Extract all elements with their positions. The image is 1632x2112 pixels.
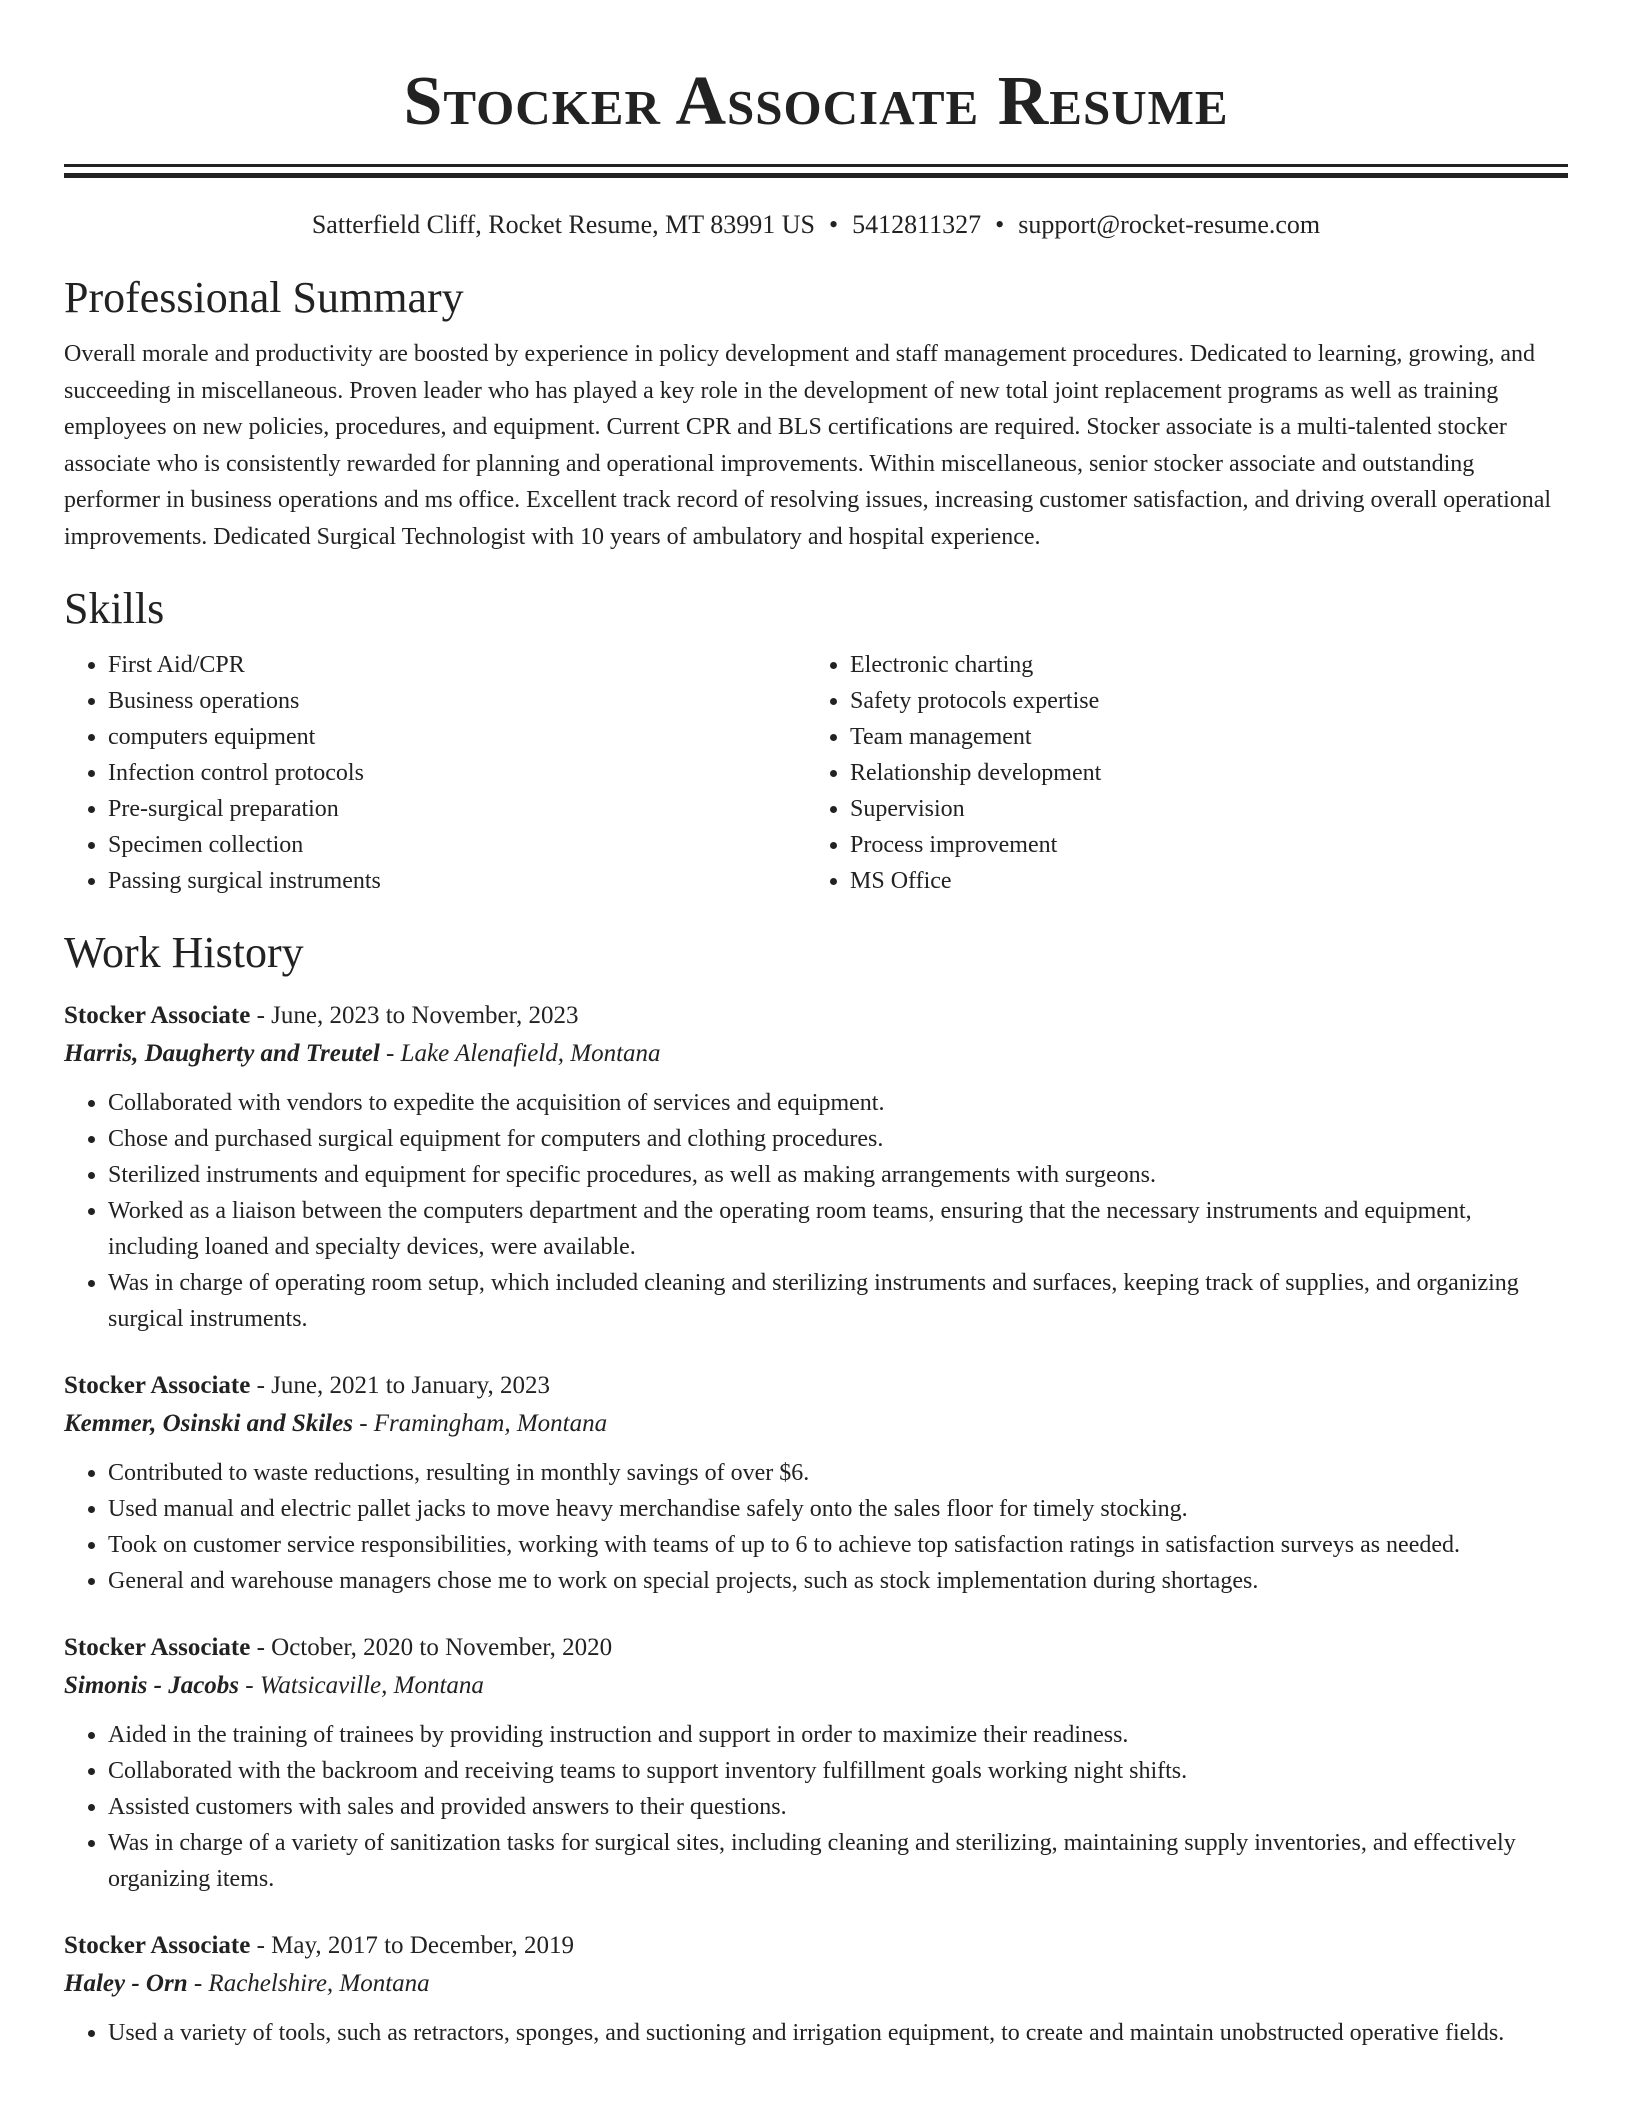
job-entry [64, 997, 1568, 1337]
job-location: - Lake Alenafield, Montana [379, 1040, 661, 1067]
job-bullets [64, 1455, 1568, 1599]
job-bullet: • Worked as a liaison between the computers department and the operating room teams, ensuring that the necessary instruments and equipment, including loaned and specialty devices, were available. [108, 1193, 1568, 1265]
job-location: - Rachelshire, Montana [187, 1970, 430, 1997]
job-company-line [64, 1965, 1568, 2003]
work-history-heading: Work History [64, 928, 304, 977]
job-company: Haley - Orn [64, 1970, 188, 1997]
skill-item: • MS Office [850, 863, 1548, 899]
job-bullet: • Sterilized instruments and equipment for specific procedures, as well as making arrangements with surgeons. [108, 1157, 1568, 1193]
job-bullet: • Used a variety of tools, such as retractors, sponges, and suctioning and irrigation equipment, to create and maintain unobstructed operative fields. [108, 2015, 1568, 2051]
resume-title: Stocker Associate Resume [403, 63, 1229, 140]
job-dates: - June, 2023 to November, 2023 [250, 1002, 579, 1029]
skill-item: • Pre-surgical preparation [108, 791, 806, 827]
job-bullets [64, 1717, 1568, 1897]
job-entry [64, 1629, 1568, 1897]
job-dates: - May, 2017 to December, 2019 [250, 1932, 575, 1959]
job-bullet: • Assisted customers with sales and provided answers to their questions. [108, 1789, 1568, 1825]
job-company-line [64, 1667, 1568, 1705]
job-company-line [64, 1405, 1568, 1443]
job-title-line [64, 1629, 1568, 1667]
skills-heading: Skills [64, 584, 165, 633]
skills-columns [64, 647, 1568, 899]
job-company: Harris, Daugherty and Treutel [64, 1040, 380, 1067]
job-title-line [64, 997, 1568, 1035]
summary-heading: Professional Summary [64, 273, 464, 322]
contact-phone: 5412811327 [852, 210, 982, 239]
job-location: - Framingham, Montana [352, 1410, 608, 1437]
summary-text: Overall morale and productivity are boosted by experience in policy development and staff management procedures. Dedicated to learning, growing, and succeeding in miscellaneous. Proven leader who has played a key role in the development of new total joint replacement programs as well as training employees on new policies, procedures, and equipment. Current CPR and BLS certifications are required. Stocker associate is a multi-talented stocker associate who is consistently rewarded for planning and operational improvements. Within miscellaneous, senior stocker associate and outstanding performer in business operations and ms office. Excellent track record of resolving issues, increasing customer satisfaction, and driving overall operational improvements. Dedicated Surgical Technologist with 10 years of ambulatory and hospital experience. [64, 341, 1552, 550]
title-divider-thick [64, 173, 1568, 178]
skill-item: • Team management [850, 719, 1548, 755]
contact-separator: • [995, 210, 1005, 239]
contact-line [64, 208, 1568, 242]
contact-email: support@rocket-resume.com [1018, 210, 1321, 239]
job-company: Simonis - Jacobs [64, 1672, 240, 1699]
title-divider-thin [64, 164, 1568, 167]
job-title: Stocker Associate [64, 1932, 251, 1959]
skill-item: • Safety protocols expertise [850, 683, 1548, 719]
job-title: Stocker Associate [64, 1634, 251, 1661]
job-bullet: • Used manual and electric pallet jacks to move heavy merchandise safely onto the sales floor for timely stocking. [108, 1491, 1568, 1527]
skills-list-left [64, 647, 806, 899]
skill-item: • Process improvement [850, 827, 1548, 863]
contact-address: Satterfield Cliff, Rocket Resume, MT 83991 US [311, 210, 815, 239]
job-bullet: • Contributed to waste reductions, resulting in monthly savings of over $6. [108, 1455, 1568, 1491]
job-bullet: • Was in charge of operating room setup, which included cleaning and sterilizing instruments and surfaces, keeping track of supplies, and organizing surgical instruments. [108, 1265, 1568, 1337]
skills-list-right [806, 647, 1548, 899]
job-bullets [64, 1085, 1568, 1337]
skill-item: • Specimen collection [108, 827, 806, 863]
job-title-line [64, 1927, 1568, 1965]
job-bullet: • Chose and purchased surgical equipment for computers and clothing procedures. [108, 1121, 1568, 1157]
skill-item: • First Aid/CPR [108, 647, 806, 683]
job-bullets [64, 2015, 1568, 2051]
skill-item: • Supervision [850, 791, 1548, 827]
work-history-section [64, 927, 1568, 2051]
skill-item: • Relationship development [850, 755, 1548, 791]
summary-section [64, 272, 1568, 555]
job-entry [64, 1927, 1568, 2051]
job-title: Stocker Associate [64, 1002, 251, 1029]
skill-item: • computers equipment [108, 719, 806, 755]
job-bullet: • Was in charge of a variety of sanitization tasks for surgical sites, including cleaning and sterilizing, maintaining supply inventories, and effectively organizing items. [108, 1825, 1568, 1897]
job-dates: - June, 2021 to January, 2023 [250, 1372, 551, 1399]
job-company-line [64, 1035, 1568, 1073]
job-entry [64, 1367, 1568, 1599]
skills-section [64, 583, 1568, 899]
job-bullet: • General and warehouse managers chose me to work on special projects, such as stock implementation during shortages. [108, 1563, 1568, 1599]
job-bullet: • Collaborated with the backroom and receiving teams to support inventory fulfillment goals working night shifts. [108, 1753, 1568, 1789]
job-location: - Watsicaville, Montana [239, 1672, 484, 1699]
job-title: Stocker Associate [64, 1372, 251, 1399]
job-bullet: • Took on customer service responsibilities, working with teams of up to 6 to achieve top satisfaction ratings in satisfaction surveys as needed. [108, 1527, 1568, 1563]
contact-separator: • [828, 210, 839, 239]
job-bullet: • Aided in the training of trainees by providing instruction and support in order to maximize their readiness. [108, 1717, 1568, 1753]
skill-item: • Passing surgical instruments [108, 863, 806, 899]
skill-item: • Electronic charting [850, 647, 1548, 683]
job-company: Kemmer, Osinski and Skiles [64, 1410, 353, 1437]
job-dates: - October, 2020 to November, 2020 [250, 1634, 613, 1661]
job-bullet: • Collaborated with vendors to expedite the acquisition of services and equipment. [108, 1085, 1568, 1121]
skill-item: • Infection control protocols [108, 755, 806, 791]
skill-item: • Business operations [108, 683, 806, 719]
job-title-line [64, 1367, 1568, 1405]
